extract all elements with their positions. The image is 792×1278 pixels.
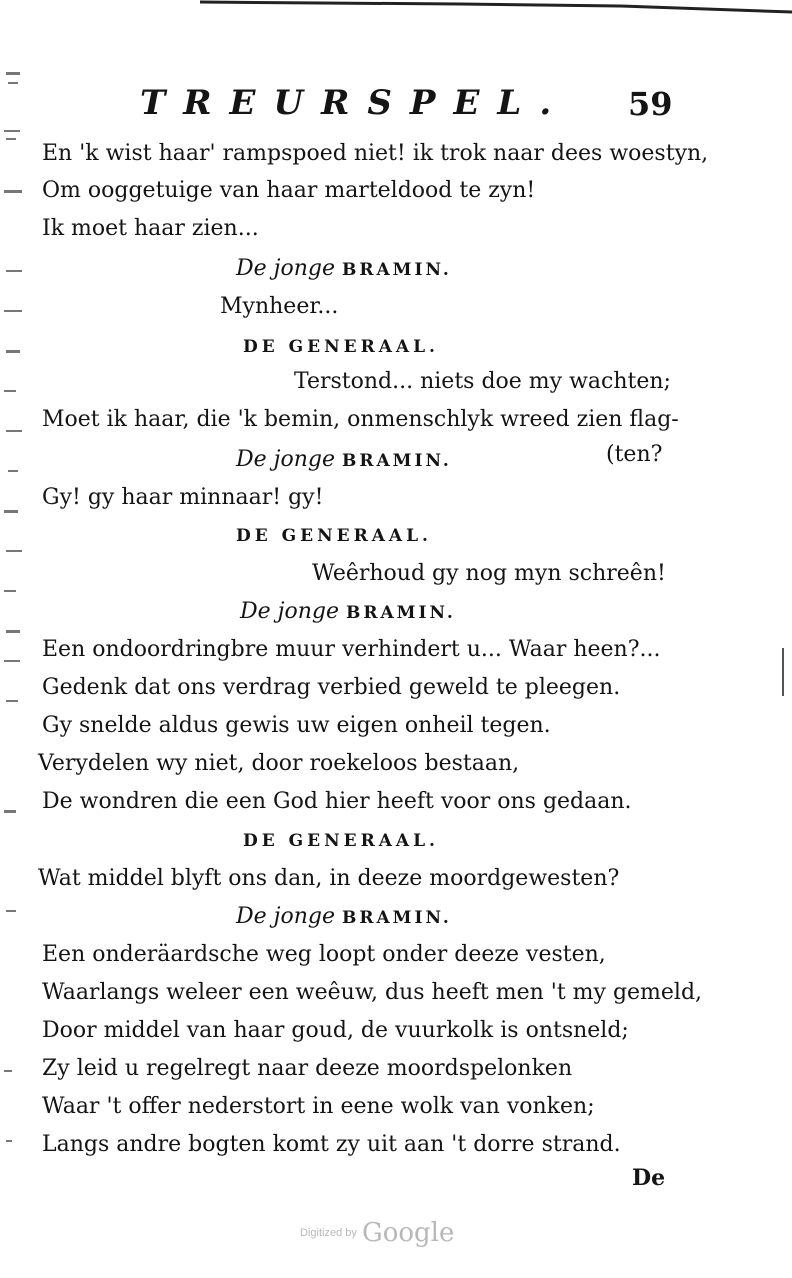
- speaker-heading-generaal: DE GENERAAL.: [243, 831, 439, 851]
- verse-line: Gy! gy haar minnaar! gy!: [42, 485, 324, 510]
- verse-line: Gedenk dat ons verdrag verbied geweld te pleegen.: [42, 675, 621, 700]
- verse-line: Wat middel blyft ons dan, in deeze moordgewesten?: [38, 866, 620, 891]
- speaker-role: De jonge: [236, 447, 335, 472]
- speaker-name: BRAMIN.: [342, 260, 452, 280]
- catchword: De: [632, 1165, 666, 1191]
- speaker-heading-bramin: [236, 445, 452, 476]
- verse-line: Waarlangs weleer een weêuw, dus heeft men 't my gemeld,: [42, 980, 703, 1005]
- verse-line: Gy snelde aldus gewis uw eigen onheil tegen.: [42, 713, 551, 738]
- verse-line: Waar 't offer nederstort in eene wolk van vonken;: [42, 1094, 595, 1119]
- speaker-heading-bramin: [236, 902, 452, 933]
- speaker-role: De jonge: [236, 904, 335, 929]
- verse-line: Terstond... niets doe my wachten;: [294, 369, 671, 394]
- margin-bracket-mark: [782, 648, 788, 696]
- verse-line: En 'k wist haar' rampspoed niet! ik trok naar dees woestyn,: [42, 141, 709, 166]
- verse-line: Door middel van haar goud, de vuurkolk is ontsneld;: [42, 1018, 629, 1043]
- speaker-name: BRAMIN.: [346, 603, 456, 623]
- verse-line: Verydelen wy niet, door roekeloos bestaan,: [38, 751, 520, 776]
- verse-line: Mynheer...: [220, 294, 339, 319]
- watermark-prefix: Digitized by: [300, 1227, 357, 1239]
- verse-line: De wondren die een God hier heeft voor ons gedaan.: [42, 789, 632, 814]
- verse-line: Zy leid u regelregt naar deeze moordspelonken: [42, 1056, 573, 1081]
- watermark-brand: Google: [361, 1218, 455, 1248]
- running-title: TREURSPEL.: [140, 83, 570, 123]
- verse-line: Moet ik haar, die 'k bemin, onmenschlyk wreed zien flag-: [42, 407, 679, 432]
- verse-line: Een ondoordringbre muur verhindert u... Waar heen?...: [42, 637, 661, 662]
- speaker-name: BRAMIN.: [342, 908, 452, 928]
- top-edge-rule: [200, 0, 792, 14]
- verse-line: Ik moet haar zien...: [42, 216, 259, 241]
- speaker-heading-generaal: DE GENERAAL.: [236, 526, 432, 546]
- verse-line: Een onderäardsche weg loopt onder deeze vesten,: [42, 942, 606, 967]
- page-number: 59: [628, 85, 673, 123]
- verse-line: Om ooggetuige van haar marteldood te zyn!: [42, 178, 536, 203]
- speaker-role: De jonge: [240, 599, 339, 624]
- speaker-name: BRAMIN.: [342, 451, 452, 471]
- digitization-watermark: [300, 1218, 454, 1248]
- verse-line: Weêrhoud gy nog myn schreên!: [312, 561, 666, 586]
- speaker-role: De jonge: [236, 256, 335, 281]
- speaker-heading-bramin: [236, 254, 452, 285]
- verse-line-turnover: (ten?: [606, 442, 663, 467]
- verse-line: Langs andre bogten komt zy uit aan 't dorre strand.: [42, 1132, 621, 1157]
- speaker-heading-bramin: [240, 597, 456, 628]
- gutter-bleedthrough-marks: [0, 60, 40, 1180]
- speaker-heading-generaal: DE GENERAAL.: [243, 337, 439, 357]
